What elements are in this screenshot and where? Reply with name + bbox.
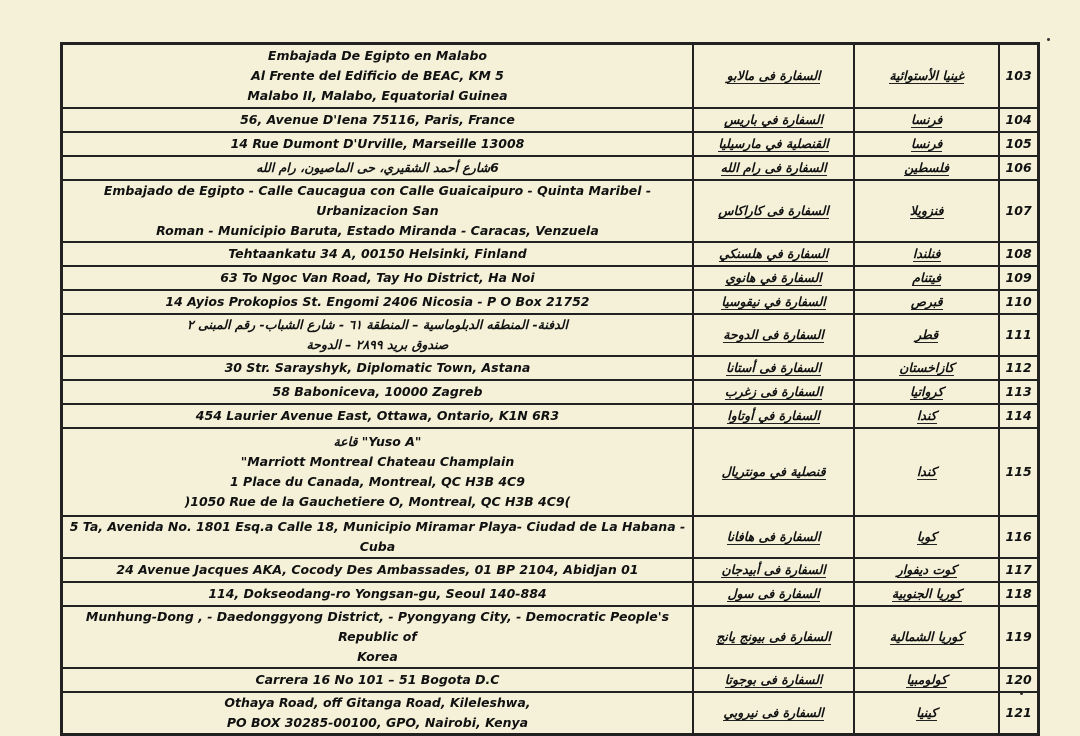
table-row xyxy=(62,582,1038,606)
mission-cell xyxy=(693,44,854,108)
country-cell xyxy=(854,692,999,734)
mission-name: السفارة فى رام الله xyxy=(720,160,827,175)
country-name: كندا xyxy=(916,464,937,479)
row-number: 107 xyxy=(999,180,1038,242)
address-cell xyxy=(62,404,693,428)
mission-cell xyxy=(693,356,854,380)
table-row xyxy=(62,44,1038,108)
row-number: 108 xyxy=(999,242,1038,266)
address-line: Embajada De Egipto en Malabo xyxy=(267,48,488,63)
mission-name: القنصلية في مارسيليا xyxy=(718,136,829,151)
country-name: فرنسا xyxy=(911,136,943,151)
mission-cell xyxy=(693,132,854,156)
address-line: 1 Place du Canada, Montreal, QC H3B 4C9 xyxy=(230,474,525,489)
address-line: 454 Laurier Avenue East, Ottawa, Ontario, K1N 6R3 xyxy=(195,408,560,423)
address-cell xyxy=(62,108,693,132)
country-name: كينيا xyxy=(916,705,938,720)
mission-name: قنصلية في مونتريال xyxy=(721,464,826,479)
address-cell xyxy=(62,582,693,606)
country-name: كرواتيا xyxy=(909,384,944,399)
country-cell xyxy=(854,582,999,606)
mission-name: السفارة في هانوي xyxy=(725,270,822,285)
row-number: 115 xyxy=(999,428,1038,516)
address-line: 6شارع أحمد الشقيري، حى الماصيون، رام الله xyxy=(256,160,499,175)
country-name: كوت ديفوار xyxy=(896,562,957,577)
country-name: كوبا xyxy=(916,529,937,544)
scan-speck xyxy=(1047,38,1050,41)
table-row xyxy=(62,428,1038,516)
country-cell xyxy=(854,290,999,314)
country-cell xyxy=(854,404,999,428)
mission-cell xyxy=(693,516,854,558)
table-row xyxy=(62,606,1038,668)
table-row xyxy=(62,180,1038,242)
row-number: 118 xyxy=(999,582,1038,606)
address-line: 14 Rue Dumont D'Urville, Marseille 13008 xyxy=(230,136,525,151)
table-row xyxy=(62,108,1038,132)
mission-name: السفارة فى الدوحة xyxy=(723,327,824,342)
table-row xyxy=(62,314,1038,356)
mission-name: السفارة في هلسنكي xyxy=(718,246,829,261)
row-number: 121 xyxy=(999,692,1038,734)
address-line: Al Frente del Edificio de BEAC, KM 5 xyxy=(251,68,504,83)
table-row xyxy=(62,290,1038,314)
mission-name: السفارة في نيقوسيا xyxy=(721,294,826,309)
address-line: قاعة "Yuso A" xyxy=(333,434,422,449)
address-cell xyxy=(62,356,693,380)
table-row xyxy=(62,266,1038,290)
address-cell xyxy=(62,314,693,356)
address-cell xyxy=(62,156,693,180)
address-line: Carrera 16 No 101 – 51 Bogota D.C xyxy=(255,672,500,687)
country-cell xyxy=(854,132,999,156)
country-cell xyxy=(854,356,999,380)
row-number: 114 xyxy=(999,404,1038,428)
row-number: 105 xyxy=(999,132,1038,156)
country-name: قبرص xyxy=(910,294,943,309)
row-number: 113 xyxy=(999,380,1038,404)
address-cell xyxy=(62,606,693,668)
address-cell xyxy=(62,180,693,242)
mission-name: السفارة فى بيونج يانج xyxy=(716,629,831,644)
country-cell xyxy=(854,108,999,132)
mission-cell xyxy=(693,180,854,242)
address-cell xyxy=(62,44,693,108)
address-line: Malabo II, Malabo, Equatorial Guinea xyxy=(247,88,508,103)
mission-name: السفارة فى مالابو xyxy=(726,68,821,83)
country-cell xyxy=(854,428,999,516)
mission-name: السفارة فى أستانا xyxy=(726,360,822,375)
country-cell xyxy=(854,516,999,558)
row-number: 119 xyxy=(999,606,1038,668)
table-row xyxy=(62,558,1038,582)
address-line: Embajado de Egipto - Calle Caucagua con Calle Guaicaipuro - Quinta Maribel - Urbanizacion San xyxy=(103,183,652,218)
address-line: "Marriott Montreal Chateau Champlain xyxy=(240,454,515,469)
mission-cell xyxy=(693,692,854,734)
address-cell xyxy=(62,668,693,692)
address-line: Roman - Municipio Baruta, Estado Miranda - Caracas, Venzuela xyxy=(156,223,599,238)
row-number: 112 xyxy=(999,356,1038,380)
address-cell xyxy=(62,516,693,558)
mission-cell xyxy=(693,314,854,356)
mission-cell xyxy=(693,404,854,428)
country-name: كوريا الجنوبية xyxy=(891,586,962,601)
address-cell xyxy=(62,132,693,156)
address-cell xyxy=(62,380,693,404)
table-row xyxy=(62,516,1038,558)
country-name: فنزويلا xyxy=(909,203,944,218)
address-line: 114, Dokseodang-ro Yongsan-gu, Seoul 140-884 xyxy=(208,586,547,601)
country-cell xyxy=(854,558,999,582)
country-cell xyxy=(854,156,999,180)
mission-name: السفارة فى كاراكاس xyxy=(718,203,829,218)
embassy-table xyxy=(60,42,1040,736)
embassy-table-body xyxy=(62,44,1038,734)
table-row xyxy=(62,404,1038,428)
country-name: فرنسا xyxy=(911,112,943,127)
country-name: كندا xyxy=(916,408,937,423)
country-cell xyxy=(854,180,999,242)
address-line: صندوق بريد ٢٨٩٩ – الدوحة xyxy=(306,337,449,352)
address-line: PO BOX 30285-00100, GPO, Nairobi, Kenya xyxy=(226,715,529,730)
country-cell xyxy=(854,606,999,668)
address-line: Tehtaankatu 34 A, 00150 Helsinki, Finland xyxy=(228,246,527,261)
country-cell xyxy=(854,266,999,290)
mission-cell xyxy=(693,558,854,582)
country-cell xyxy=(854,380,999,404)
table-row xyxy=(62,242,1038,266)
address-line: Othaya Road, off Gitanga Road, Kileleshwa, xyxy=(224,695,531,710)
mission-name: السفارة فى سول xyxy=(727,586,820,601)
address-line: Korea xyxy=(357,649,398,664)
address-cell xyxy=(62,290,693,314)
address-line: 14 Ayios Prokopios St. Engomi 2406 Nicosia - P O Box 21752 xyxy=(165,294,590,309)
address-line: 24 Avenue Jacques AKA, Cocody Des Ambassades, 01 BP 2104, Abidjan 01 xyxy=(116,562,639,577)
row-number: 110 xyxy=(999,290,1038,314)
country-name: قطر xyxy=(915,327,939,342)
table-row xyxy=(62,356,1038,380)
address-line: Munhung-Dong , - Daedonggyong District, - Pyongyang City, - Democratic People's Republic of xyxy=(85,609,670,644)
country-name: كولومبيا xyxy=(906,672,948,687)
country-name: كوريا الشمالية xyxy=(889,629,964,644)
address-line: 5 Ta, Avenida No. 1801 Esq.a Calle 18, Municipio Miramar Playa- Ciudad de La Habana - Cuba xyxy=(69,519,686,554)
row-number: 117 xyxy=(999,558,1038,582)
mission-cell xyxy=(693,266,854,290)
country-cell xyxy=(854,44,999,108)
mission-cell xyxy=(693,108,854,132)
mission-cell xyxy=(693,290,854,314)
address-cell xyxy=(62,692,693,734)
row-number: 109 xyxy=(999,266,1038,290)
table-row xyxy=(62,156,1038,180)
address-line: 30 Str. Sarayshyk, Diplomatic Town, Astana xyxy=(224,360,531,375)
mission-cell xyxy=(693,380,854,404)
address-cell xyxy=(62,242,693,266)
address-line: )1050 Rue de la Gauchetiere O, Montreal, QC H3B 4C9( xyxy=(184,494,571,509)
address-cell xyxy=(62,266,693,290)
country-name: فنلندا xyxy=(912,246,941,261)
mission-cell xyxy=(693,156,854,180)
row-number: 103 xyxy=(999,44,1038,108)
country-name: فيتنام xyxy=(912,270,942,285)
country-cell xyxy=(854,314,999,356)
mission-name: السفارة فى نيروبي xyxy=(723,705,824,720)
mission-name: السفارة فى أبيدجان xyxy=(721,562,826,577)
table-row xyxy=(62,132,1038,156)
mission-cell xyxy=(693,582,854,606)
country-name: غينيا الأستوائية xyxy=(889,68,965,83)
table-row xyxy=(62,692,1038,734)
row-number: 106 xyxy=(999,156,1038,180)
row-number: 104 xyxy=(999,108,1038,132)
mission-name: السفارة فى بوجوتا xyxy=(724,672,823,687)
country-cell xyxy=(854,668,999,692)
row-number: 111 xyxy=(999,314,1038,356)
address-cell xyxy=(62,558,693,582)
row-number: 120 xyxy=(999,668,1038,692)
mission-name: السفارة في باريس xyxy=(724,112,824,127)
address-line: 56, Avenue D'Iena 75116, Paris, France xyxy=(240,112,515,127)
row-number: 116 xyxy=(999,516,1038,558)
address-line: 63 To Ngoc Van Road, Tay Ho District, Ha Noi xyxy=(220,270,535,285)
table-row xyxy=(62,380,1038,404)
country-name: كازاخستان xyxy=(899,360,955,375)
mission-cell xyxy=(693,668,854,692)
mission-name: السفارة في أوتاوا xyxy=(727,408,820,423)
table-row xyxy=(62,668,1038,692)
mission-cell xyxy=(693,242,854,266)
address-line: الدفنة- المنطقه الدبلوماسية – المنطقة ٦١ - شارع الشباب- رقم المبنى ٢ xyxy=(186,317,568,332)
country-cell xyxy=(854,242,999,266)
mission-name: السفارة فى هافانا xyxy=(726,529,821,544)
address-line: 58 Baboniceva, 10000 Zagreb xyxy=(272,384,483,399)
address-cell xyxy=(62,428,693,516)
country-name: فلسطين xyxy=(904,160,950,175)
mission-cell xyxy=(693,428,854,516)
mission-cell xyxy=(693,606,854,668)
mission-name: السفارة فى زغرب xyxy=(724,384,823,399)
